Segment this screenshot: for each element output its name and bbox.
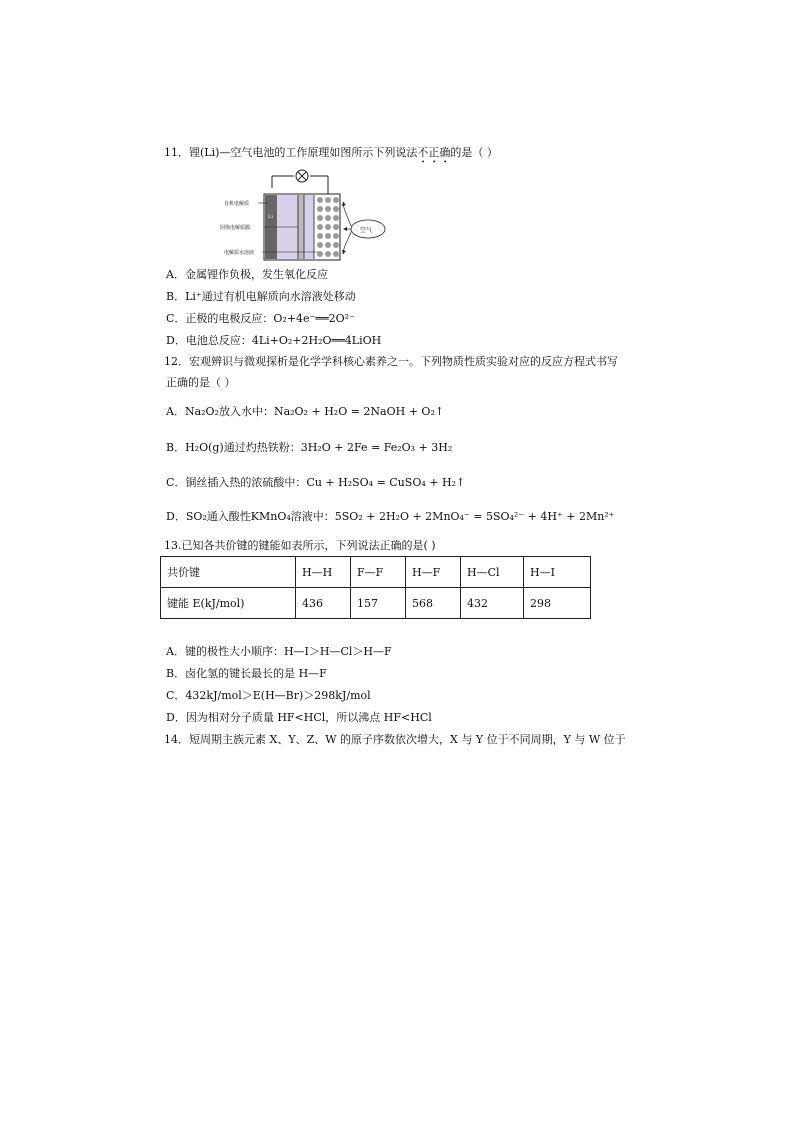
- q11-stem-suffix: 的是（ ）: [450, 146, 498, 159]
- lamp-icon: [296, 170, 308, 182]
- q11-option-a: A．金属锂作负极，发生氧化反应: [166, 268, 328, 281]
- q13-option-d: D．因为相对分子质量 HF<HCl，所以沸点 HF<HCl: [166, 711, 432, 724]
- battery-diagram: [220, 168, 394, 271]
- table-cell: 157: [351, 588, 406, 619]
- q12-stem-line2: 正确的是（ ）: [166, 376, 236, 389]
- table-cell: 键能 E(kJ/mol): [161, 588, 296, 619]
- table-cell: H—I: [524, 557, 591, 588]
- q13-option-c: C．432kJ/mol＞E(H—Br)＞298kJ/mol: [166, 689, 371, 702]
- table-row: [161, 557, 591, 588]
- table-cell: F—F: [351, 557, 406, 588]
- table-cell: 298: [524, 588, 591, 619]
- q12-option-c: C．铜丝插入热的浓硫酸中：Cu + H₂SO₄ = CuSO₄ + H₂↑: [166, 476, 466, 489]
- diagram-label-aqueous: 电解质水溶液: [224, 250, 255, 256]
- diagram-label-organic: 有机电解质: [224, 201, 250, 207]
- table-cell: H—H: [296, 557, 351, 588]
- table-cell: 568: [406, 588, 461, 619]
- bond-energy-table: [160, 556, 591, 619]
- diagram-label-air: 空气: [360, 227, 373, 234]
- diagram-label-li: Li: [268, 214, 273, 220]
- q13-option-a: A．键的极性大小顺序：H—I＞H—Cl＞H—F: [166, 645, 392, 658]
- table-row: [161, 588, 591, 619]
- q11-option-b: B．Li⁺通过有机电解质向水溶液处移动: [166, 290, 356, 303]
- q14-stem: 14．短周期主族元素 X、Y、Z、W 的原子序数依次增大，X 与 Y 位于不同周期，Y 与 W 位于: [164, 733, 626, 746]
- q11-stem-emphasis: 不正确: [417, 146, 451, 159]
- q11-stem: [164, 146, 498, 166]
- q11-option-c: C．正极的电极反应：O₂+4e⁻══2O²⁻: [166, 312, 355, 325]
- diagram-label-membrane: 固体电解质膜: [220, 225, 251, 231]
- q13-option-b: B．卤化氢的键长最长的是 H—F: [166, 667, 327, 680]
- table-cell: H—Cl: [461, 557, 524, 588]
- q12-stem-line1: 12．宏观辨识与微观探析是化学学科核心素养之一。下列物质性质实验对应的反应方程式书写: [164, 355, 618, 368]
- q11-option-d: D．电池总反应：4Li+O₂+2H₂O══4LiOH: [166, 334, 382, 347]
- q12-option-b: B．H₂O(g)通过灼热铁粉：3H₂O + 2Fe = Fe₂O₃ + 3H₂: [166, 441, 453, 454]
- q11-stem-prefix: 11．锂(Li)—空气电池的工作原理如图所示下列说法: [164, 146, 418, 159]
- q12-option-d: D．SO₂通入酸性KMnO₄溶液中：5SO₂ + 2H₂O + 2MnO₄⁻ = 5SO₄²⁻ + 4H⁺ + 2Mn²⁺: [166, 510, 615, 523]
- q13-stem: 13.已知各共价键的键能如表所示，下列说法正确的是( ): [164, 539, 436, 552]
- table-cell: 436: [296, 588, 351, 619]
- table-cell: H—F: [406, 557, 461, 588]
- table-cell: 432: [461, 588, 524, 619]
- q12-option-a: A．Na₂O₂放入水中：Na₂O₂ + H₂O = 2NaOH + O₂↑: [166, 405, 445, 418]
- table-cell: 共价键: [161, 557, 296, 588]
